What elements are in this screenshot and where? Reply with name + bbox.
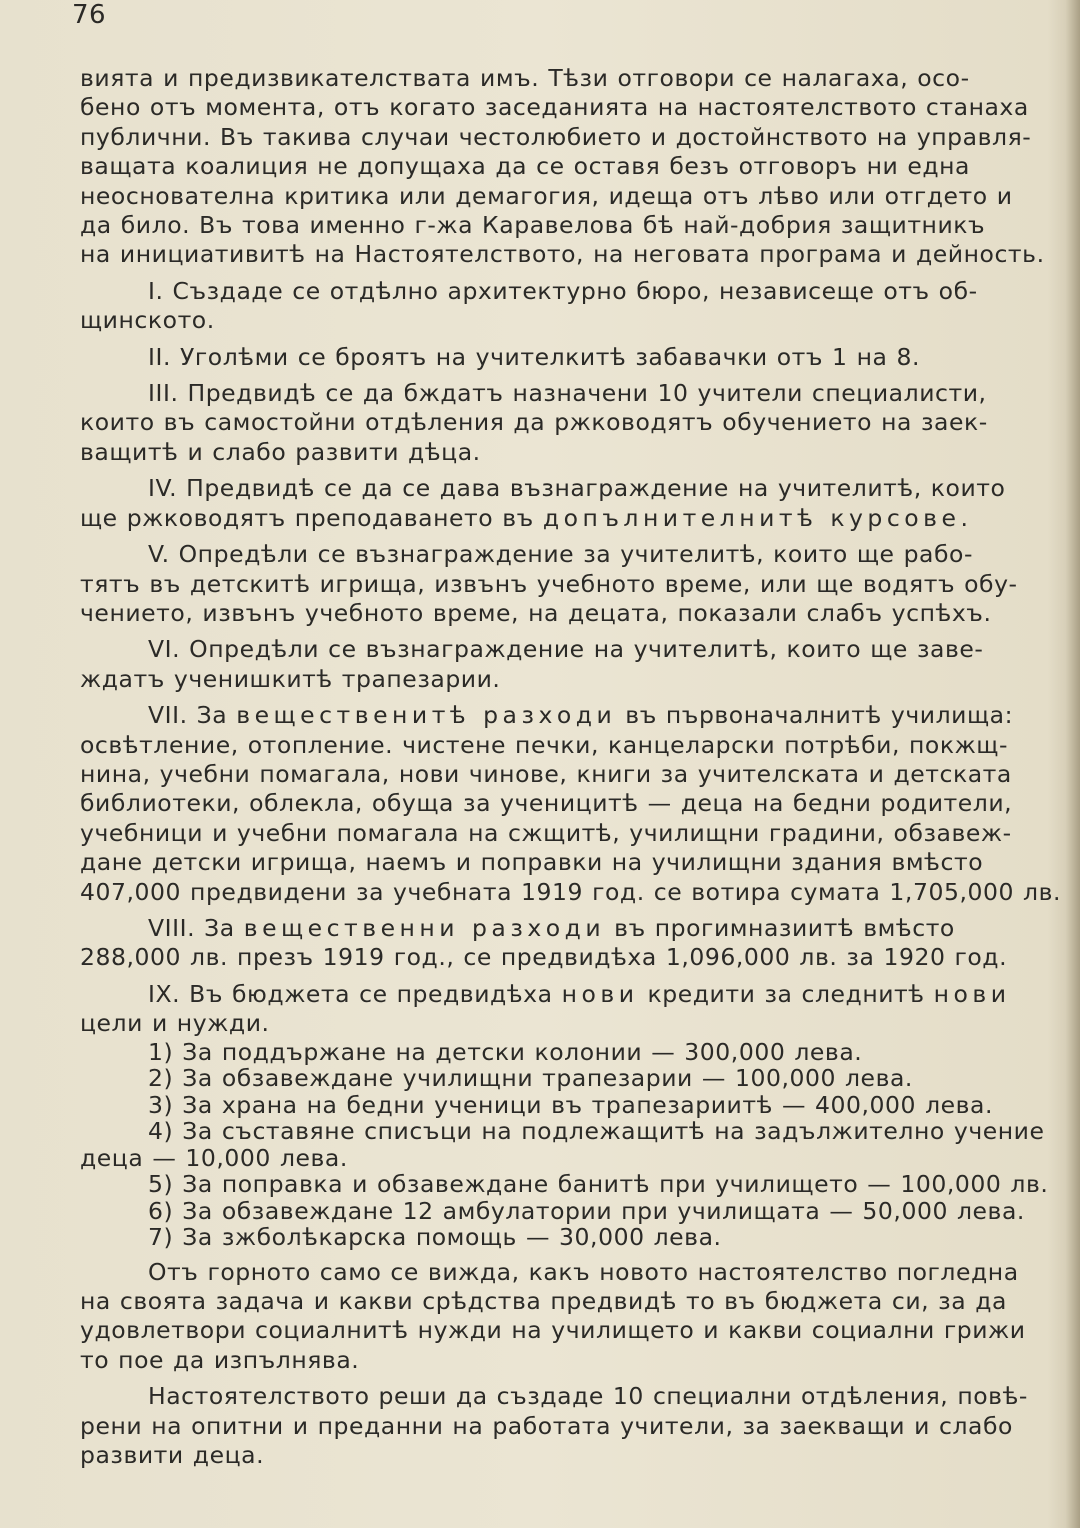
page-edge-shadow <box>1066 0 1080 1528</box>
list-item: 2) За обзавеждане училищни трапезарии — 100,000 лева. <box>148 1064 913 1093</box>
text-line: библиотеки, облекла, обуща за ученицитѣ — деца на бедни родители, <box>80 789 1013 818</box>
text-segment: въ прогимназиитѣ вмѣсто <box>614 913 955 942</box>
list-item: 1) За поддържане на детски колонии — 300,000 лева. <box>148 1037 863 1066</box>
text-line: развити деца. <box>80 1441 265 1470</box>
text-segment: кредити за следнитѣ <box>647 979 925 1008</box>
list-item: 5) За поправка и обзавеждане банитѣ при училището — 100,000 лв. <box>148 1170 1049 1199</box>
paragraph-VII-line <box>80 701 1060 730</box>
list-item: 4) За съставяне списъци на подлежащитѣ на задължително учение <box>148 1117 1045 1146</box>
text-line: учебници и учебни помагала на сжщитѣ, училищни градини, обзавеж- <box>80 818 1012 847</box>
paragraph-IV-line: IV. Предвидѣ се да се дава възнаграждение на учителитѣ, които <box>148 474 1006 503</box>
spaced-emphasis: нови <box>933 979 1011 1008</box>
text-line: на инициативитѣ на Настоятелството, на неговата програма и дейность. <box>80 240 1045 269</box>
text-line: 288,000 лв. презъ 1919 год., се предвидѣха 1,096,000 лв. за 1920 год. <box>80 943 1008 972</box>
text-segment: VII. За <box>148 701 228 730</box>
text-line <box>80 504 1060 533</box>
paragraph-V-line: V. Опредѣли се възнаграждение за учителитѣ, които ще рабо- <box>148 540 973 569</box>
spaced-emphasis: нови <box>561 979 639 1008</box>
body-text <box>80 64 1060 1470</box>
text-line: рени на опитни и преданни на работата учители, за заекващи и слабо <box>80 1411 1013 1440</box>
text-line: дане детски игрища, наемъ и поправки на училищни здания вмѣсто <box>80 848 984 877</box>
page-number: 76 <box>72 0 107 30</box>
text-line: щинското. <box>80 306 215 335</box>
text-line: освѣтление, отопление. чистене печки, канцеларски потрѣби, покжщ- <box>80 730 1009 759</box>
paragraph-III-line: III. Предвидѣ се да бждатъ назначени 10 учители специалисти, <box>148 379 987 408</box>
paragraph-II-line: II. Уголѣми се броятъ на учителкитѣ забавачки отъ 1 на 8. <box>148 342 920 371</box>
text-line: бено отъ момента, отъ когато заседанията на настоятелството станаха <box>80 93 1029 122</box>
text-line: неоснователна критика или демагогия, идеща отъ лѣво или отгдето и <box>80 181 1013 210</box>
text-segment: IX. Въ бюджета се предвидѣха <box>148 979 553 1008</box>
text-line: които въ самостойни отдѣления да ржководятъ обучението на заек- <box>80 408 988 437</box>
text-line: да било. Въ това именно г-жа Каравелова бѣ най-добрия защитникъ <box>80 211 986 240</box>
text-line: чението, извънъ учебното време, на децата, показали слабъ успѣхъ. <box>80 598 992 627</box>
text-line: то пое да изпълнява. <box>80 1345 360 1374</box>
paragraph-VIII-line <box>80 914 1060 943</box>
text-line: вията и предизвикателствата имъ. Тѣзи отговори се налагаха, осо- <box>80 64 970 92</box>
list-item: 7) За зжболѣкарска помощь — 30,000 лева. <box>148 1223 722 1252</box>
text-line: ващата коалиция не допущаха да се оставя безъ отговоръ ни една <box>80 152 971 181</box>
text-segment: въ първоначалнитѣ училища: <box>625 701 1014 730</box>
text-segment: ще ржководятъ преподаването въ <box>80 503 534 532</box>
list-item-continuation: деца — 10,000 лева. <box>80 1143 348 1172</box>
paragraph-I-line: I. Създаде се отдѣлно архитектурно бюро, независеще отъ об- <box>148 276 978 305</box>
spaced-emphasis: вещественни разходи <box>243 913 606 942</box>
text-line: нина, учебни помагала, нови чинове, книги за учителската и детската <box>80 759 1012 788</box>
text-segment: VIII. За <box>148 913 235 942</box>
text-line: на своята задача и какви срѣдства предвидѣ то въ бюджета си, за да <box>80 1287 1007 1315</box>
spaced-emphasis: допълнителнитѣ курсове. <box>542 503 973 532</box>
text-line: 407,000 предвидени за учебната 1919 год. се вотира сумата 1,705,000 лв. <box>80 877 1061 906</box>
list-item: 6) За обзавеждане 12 амбулатории при училищата — 50,000 лева. <box>148 1196 1025 1225</box>
paragraph-IX-line <box>80 980 1060 1009</box>
text-line: тятъ въ детскитѣ игрища, извънъ учебното време, или ще водятъ обу- <box>80 569 1018 598</box>
text-line: цели и нужди. <box>80 1009 270 1038</box>
text-line: удовлетвори социалнитѣ нужди на училището и какви социални грижи <box>80 1316 1026 1345</box>
text-line: публични. Въ такива случаи честолюбието и достойнството на управля- <box>80 122 1032 151</box>
paragraph-VI-line: VI. Опредѣли се възнаграждение на учителитѣ, които ще заве- <box>148 635 984 664</box>
text-line: ващитѣ и слабо развити дѣца. <box>80 437 481 466</box>
paragraph-line: Отъ горното само се вижда, какъ новото настоятелство погледна <box>148 1257 1019 1286</box>
text-line: ждатъ ученишкитѣ трапезарии. <box>80 664 501 693</box>
list-item: 3) За храна на бедни ученици въ трапезариитѣ — 400,000 лева. <box>148 1090 994 1119</box>
paragraph-line: Настоятелството реши да създаде 10 специални отдѣления, повѣ- <box>148 1382 1028 1411</box>
spaced-emphasis: вещественитѣ разходи <box>236 701 617 730</box>
